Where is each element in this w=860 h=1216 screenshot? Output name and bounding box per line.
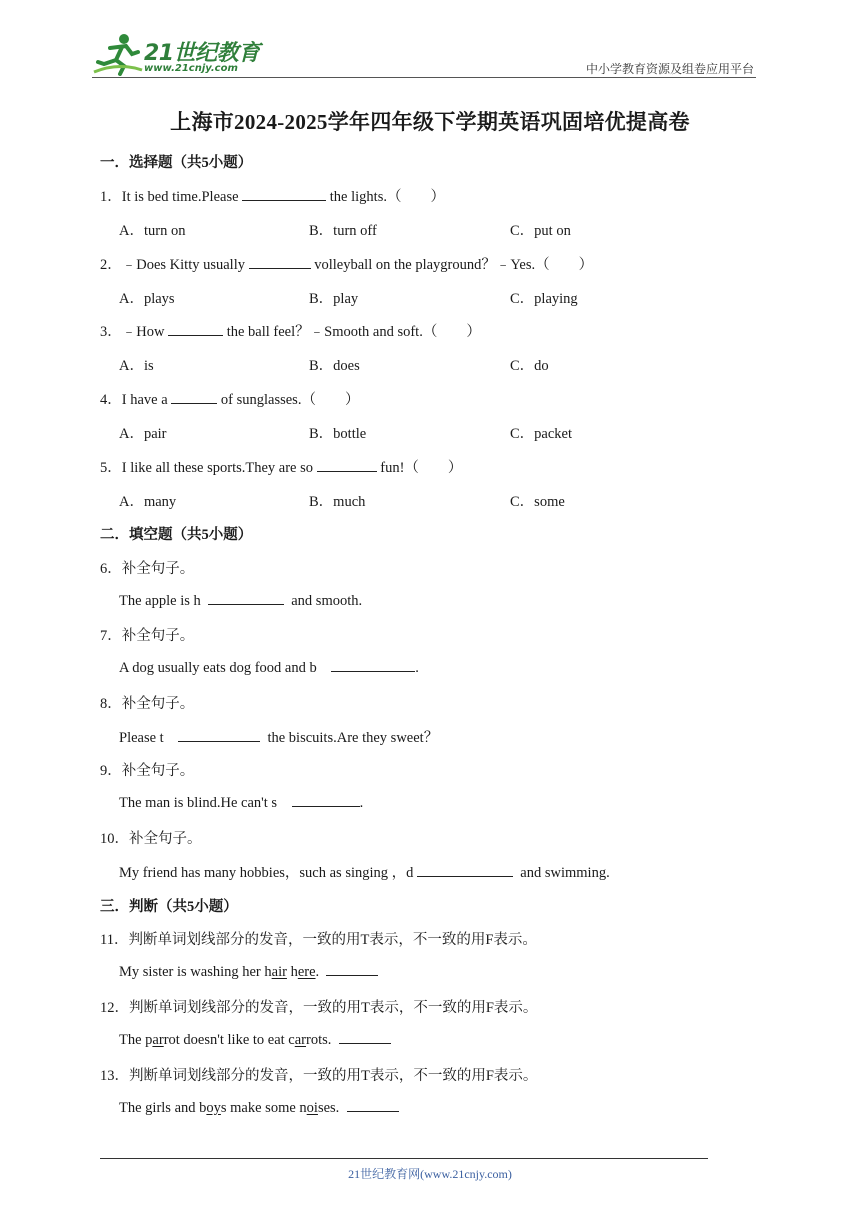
question-prompt: 补全句子。 <box>121 763 195 779</box>
sentence-text: A dog usually eats dog food and b <box>119 660 317 676</box>
sentence-text: The apple is h <box>119 593 201 609</box>
question-prompt: 判断单词划线部分的发音，一致的用T表示，不一致的用F表示。 <box>128 932 537 948</box>
sentence-text: ses. <box>317 1100 340 1116</box>
option-c[interactable]: C．some <box>510 494 565 510</box>
answer-blank[interactable] <box>326 962 378 976</box>
question-6 <box>100 557 194 578</box>
answer-blank[interactable] <box>417 863 513 877</box>
sentence-6 <box>119 591 362 610</box>
question-text: fun!（ ） <box>376 460 463 476</box>
question-9 <box>100 759 194 780</box>
question-text: the lights.（ ） <box>326 189 445 205</box>
option-c[interactable]: C．playing <box>510 291 578 307</box>
page-header <box>92 32 756 80</box>
question-number: 7． <box>100 628 122 644</box>
question-text: ﹣Does Kitty usually <box>121 257 249 273</box>
question-prompt: 补全句子。 <box>121 628 195 644</box>
question-number: 10． <box>100 831 129 847</box>
platform-name: 中小学教育资源及组卷应用平台 <box>585 62 754 76</box>
option-a[interactable]: A．turn on <box>119 223 186 239</box>
question-5 <box>100 456 462 477</box>
runner-logo-icon <box>92 32 144 76</box>
question-number: 1． <box>100 189 122 205</box>
sentence-text: The p <box>119 1032 153 1048</box>
question-prompt: 判断单词划线部分的发音，一致的用T表示，不一致的用F表示。 <box>129 1000 538 1016</box>
option-a[interactable]: A．many <box>119 494 177 510</box>
question-text: It is bed time.Please <box>121 189 243 205</box>
answer-blank[interactable] <box>292 793 360 807</box>
sentence-11 <box>119 962 378 981</box>
question-prompt: 判断单词划线部分的发音，一致的用T表示，不一致的用F表示。 <box>129 1068 538 1084</box>
sentence-text: s make some n <box>220 1100 307 1116</box>
sentence-text: the biscuits.Are they sweet？ <box>267 730 439 746</box>
question-11 <box>100 928 537 949</box>
sentence-10 <box>119 861 610 882</box>
page-title: 上海市2024-2025学年四年级下学期英语巩固培优提高卷 <box>170 110 690 134</box>
option-b[interactable]: B．much <box>309 494 366 510</box>
question-12 <box>100 996 537 1017</box>
sentence-text: My sister is washing her h <box>119 964 272 980</box>
answer-blank[interactable] <box>317 458 377 472</box>
option-c[interactable]: C．packet <box>510 426 573 442</box>
option-c[interactable]: C．do <box>510 358 549 374</box>
question-text: volleyball on the playground？﹣Yes.（ ） <box>310 257 594 273</box>
sentence-9 <box>119 793 363 812</box>
answer-blank[interactable] <box>249 255 311 269</box>
footer-divider <box>100 1158 708 1159</box>
option-a[interactable]: A．plays <box>119 291 175 307</box>
underlined-part: air <box>271 964 287 980</box>
logo-url: www.21cnjy.com <box>144 63 238 74</box>
answer-blank[interactable] <box>178 728 260 742</box>
sentence-text: . <box>315 964 320 980</box>
underlined-part: ar <box>294 1032 307 1048</box>
question-text: ﹣How <box>121 324 169 340</box>
question-number: 12． <box>100 1000 129 1016</box>
answer-blank[interactable] <box>347 1098 399 1112</box>
question-text: of sunglasses.（ ） <box>217 392 360 408</box>
question-prompt: 补全句子。 <box>121 696 195 712</box>
section-heading-choice: 一．选择题（共5小题） <box>100 155 253 171</box>
answer-blank[interactable] <box>331 658 415 672</box>
question-number: 6． <box>100 561 122 577</box>
question-1 <box>100 185 445 206</box>
sentence-7 <box>119 658 419 677</box>
sentence-text: h <box>286 964 298 980</box>
sentence-text: . <box>359 795 364 811</box>
option-a[interactable]: A．pair <box>119 426 167 442</box>
sentence-text: . <box>415 660 419 676</box>
section-heading-fill: 二．填空题（共5小题） <box>100 527 253 543</box>
question-prompt: 补全句子。 <box>129 831 202 847</box>
question-number: 2． <box>100 257 122 273</box>
question-number: 13． <box>100 1068 129 1084</box>
question-4 <box>100 388 359 409</box>
sentence-text: rots. <box>306 1032 332 1048</box>
question-number: 3． <box>100 324 122 340</box>
underlined-part: ar <box>152 1032 164 1048</box>
footer-link[interactable]: 21世纪教育网(www.21cnjy.com) <box>348 1167 512 1181</box>
sentence-text: The girls and b <box>119 1100 207 1116</box>
answer-blank[interactable] <box>168 322 223 336</box>
option-b[interactable]: B．bottle <box>309 426 367 442</box>
sentence-8 <box>119 726 438 747</box>
question-8 <box>100 692 194 713</box>
question-text: the ball feel？﹣Smooth and soft.（ ） <box>223 324 481 340</box>
question-text: I like all these sports.They are so <box>121 460 317 476</box>
question-number: 11． <box>100 932 129 948</box>
question-text: I have a <box>121 392 172 408</box>
option-a[interactable]: A．is <box>119 358 154 374</box>
sentence-text: and smooth. <box>291 593 363 609</box>
question-10 <box>100 827 202 848</box>
header-divider <box>92 77 756 78</box>
sentence-text: My friend has many hobbies，such as singing ，d <box>119 865 414 881</box>
sentence-13 <box>119 1098 399 1117</box>
sentence-text: The man is blind.He can't s <box>119 795 278 811</box>
underlined-part: oi <box>306 1100 318 1116</box>
question-number: 8． <box>100 696 122 712</box>
section-heading-judge: 三．判断（共5小题） <box>100 899 238 915</box>
question-13 <box>100 1064 537 1085</box>
sentence-12 <box>119 1030 391 1049</box>
question-number: 9． <box>100 763 122 779</box>
question-3 <box>100 320 481 341</box>
underlined-part: ere <box>297 964 316 980</box>
sentence-text: and swimming. <box>520 865 610 881</box>
sentence-text: Please t <box>119 730 164 746</box>
logo-text: 21世纪教育 <box>144 41 260 66</box>
answer-blank[interactable] <box>208 591 284 605</box>
answer-blank[interactable] <box>339 1030 391 1044</box>
question-number: 5． <box>100 460 122 476</box>
option-b[interactable]: B．play <box>309 291 359 307</box>
question-2 <box>100 253 593 274</box>
question-7 <box>100 624 194 645</box>
underlined-part: oy <box>206 1100 221 1116</box>
question-number: 4． <box>100 392 122 408</box>
sentence-text: rot doesn't like to eat c <box>163 1032 295 1048</box>
answer-blank[interactable] <box>171 390 217 404</box>
option-c[interactable]: C．put on <box>510 223 571 239</box>
option-b[interactable]: B．does <box>309 358 360 374</box>
site-logo[interactable] <box>92 32 267 78</box>
question-prompt: 补全句子。 <box>121 561 195 577</box>
answer-blank[interactable] <box>242 187 326 201</box>
option-b[interactable]: B．turn off <box>309 223 377 239</box>
